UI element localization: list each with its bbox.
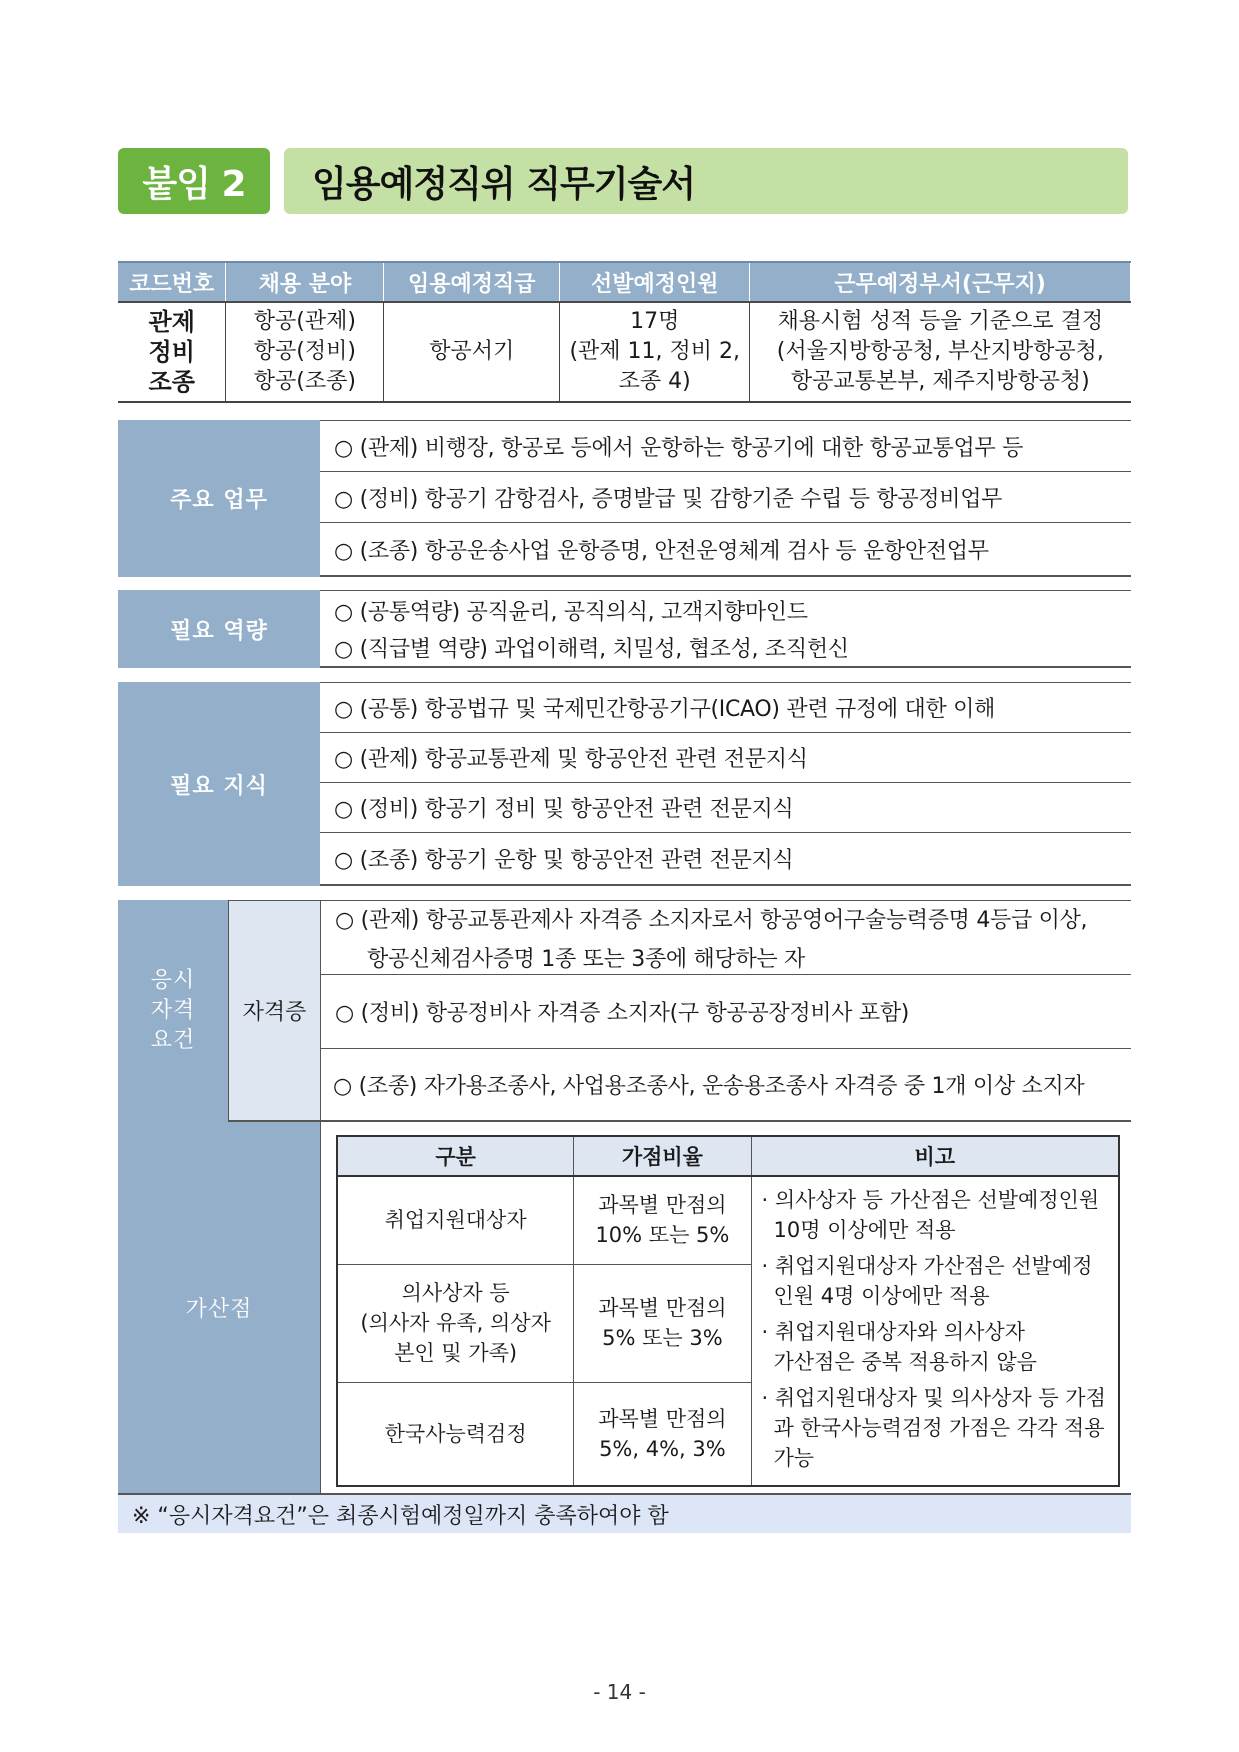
list-item: ○ (조종) 항공기 운항 및 항공안전 관련 전문지식 [334, 848, 794, 873]
list-item: ○ (정비) 항공기 감항검사, 증명발급 및 감항기준 수립 등 항공정비업무 [320, 472, 1131, 523]
table-row [337, 1176, 1119, 1264]
bonus-label: 가산점 [118, 1122, 320, 1493]
header-grade: 임용예정직급 [384, 262, 560, 302]
category-cell: 취업지원대상자 [337, 1176, 574, 1264]
code-cell: 관제 정비 조종 [118, 302, 226, 402]
table-header-row [337, 1136, 1119, 1176]
competency-label: 필요 역량 [118, 590, 320, 668]
header-rate: 가점비율 [574, 1136, 751, 1176]
list-item: ○ (관제) 비행장, 항공로 등에서 운항하는 항공기에 대한 항공교통업무 등 [320, 421, 1131, 472]
header-note: 비고 [751, 1136, 1119, 1176]
position-summary-table [118, 261, 1131, 403]
footnote: ※ “응시자격요건”은 최종시험예정일까지 충족하여야 함 [118, 1493, 1131, 1533]
main-duties-label: 주요 업무 [118, 420, 320, 577]
list-item: ○ (조종) 자가용조종사, 사업용조종사, 운송용조종사 자격증 중 1개 이상 소지자 [333, 1074, 1085, 1099]
header-headcount: 선발예정인원 [560, 262, 750, 302]
list-item: ○ (정비) 항공정비사 자격증 소지자(구 항공공장정비사 포함) [321, 975, 1131, 1049]
header-code: 코드번호 [118, 262, 226, 302]
qualification-sublabel: 자격증 [228, 900, 320, 1122]
note-cell: · 의사상자 등 가산점은 선발예정인원 10명 이상에만 적용 · 취업지원대상자 가산점은 선발예정 인원 4명 이상에만 적용 · 취업지원대상자와 의사상자 가산점은 중복 적용하지 않음 · 취업지원대상자 및 의사상자 등 가점 과 한국사능력검정 가점은 각각 적용 가능 [751, 1176, 1119, 1486]
list-item: ○ (관제) 항공교통관제 및 항공안전 관련 전문지식 [320, 733, 1131, 783]
field-cell: 항공(관제) 항공(정비) 항공(조종) [226, 302, 384, 402]
bonus-table [336, 1135, 1120, 1487]
rate-cell: 과목별 만점의 5% 또는 3% [574, 1264, 751, 1382]
category-cell: 한국사능력검정 [337, 1382, 574, 1486]
list-item: ○ (조종) 항공운송사업 운항증명, 안전운영체계 검사 등 운항안전업무 [334, 538, 989, 564]
page-title: 임용예정직위 직무기술서 [284, 148, 1128, 214]
page-header [118, 148, 1128, 214]
qualification-section [118, 900, 1131, 1122]
table-header-row [118, 262, 1131, 302]
category-cell: 의사상자 등 (의사자 유족, 의상자 본인 및 가족) [337, 1264, 574, 1382]
header-category: 구분 [337, 1136, 574, 1176]
rate-cell: 과목별 만점의 5%, 4%, 3% [574, 1382, 751, 1486]
headcount-cell: 17명 (관제 11, 정비 2, 조종 4) [560, 302, 750, 402]
knowledge-section [118, 682, 1131, 886]
list-item: ○ (정비) 항공기 정비 및 항공안전 관련 전문지식 [320, 783, 1131, 833]
department-cell: 채용시험 성적 등을 기준으로 결정 (서울지방항공청, 부산지방항공청, 항공교통본부, 제주지방항공청) [750, 302, 1131, 402]
competency-section [118, 590, 1131, 668]
list-item: ○ (직급별 역량) 과업이해력, 치밀성, 협조성, 조직헌신 [334, 637, 849, 662]
page-number: - 14 - [593, 1680, 646, 1704]
rate-cell: 과목별 만점의 10% 또는 5% [574, 1176, 751, 1264]
list-item: ○ (관제) 항공교통관제사 자격증 소지자로서 항공영어구술능력증명 4등급 이상, 항공신체검사증명 1종 또는 3종에 해당하는 자 [321, 901, 1131, 975]
knowledge-label: 필요 지식 [118, 682, 320, 886]
grade-cell: 항공서기 [384, 302, 560, 402]
list-item: ○ (공통) 항공법규 및 국제민간항공기구(ICAO) 관련 규정에 대한 이해 [320, 683, 1131, 733]
header-department: 근무예정부서(근무지) [750, 262, 1131, 302]
bonus-table-wrapper [336, 1135, 1120, 1487]
header-field: 채용 분야 [226, 262, 384, 302]
qualification-label: 응시 자격 요건 [118, 900, 228, 1122]
main-duties-section [118, 420, 1131, 577]
attachment-badge: 붙임 2 [118, 148, 270, 214]
list-item: ○ (공통역량) 공직윤리, 공직의식, 고객지향마인드 [334, 599, 808, 625]
table-row [118, 302, 1131, 402]
